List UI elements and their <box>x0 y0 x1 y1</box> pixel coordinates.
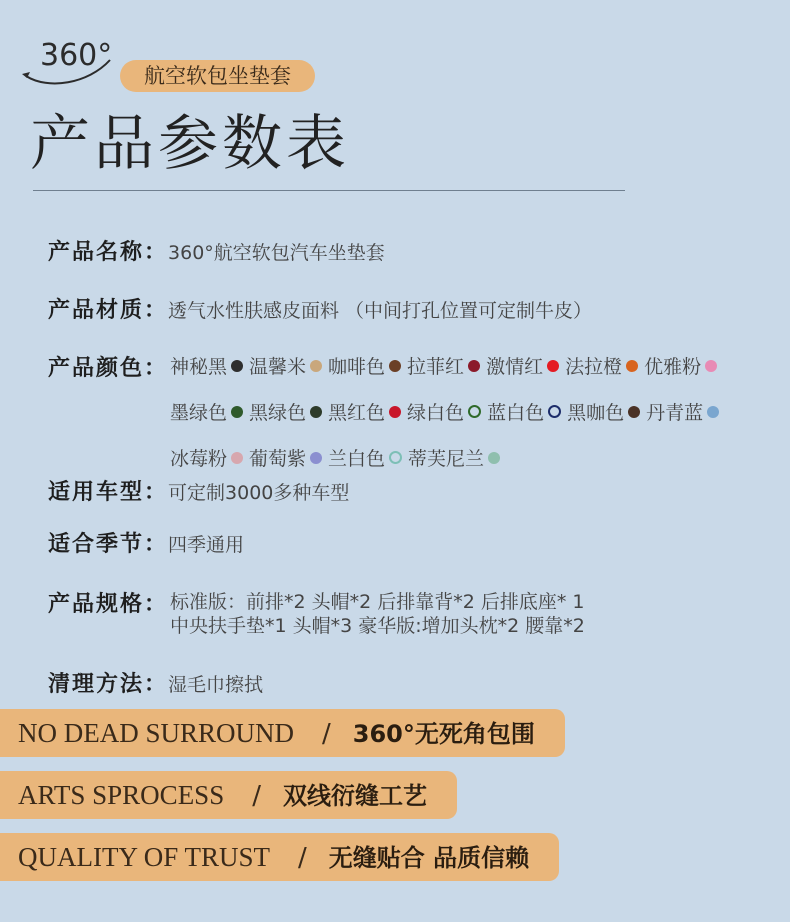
color-line <box>170 352 770 398</box>
color-chip <box>170 444 243 474</box>
color-name: 兰白色 <box>328 448 386 470</box>
color-swatch-dot <box>468 360 480 372</box>
param-label: 产品规格： <box>48 592 169 617</box>
color-chip <box>486 352 559 382</box>
brand-logo <box>18 38 118 88</box>
color-swatch-dot <box>310 360 322 372</box>
color-swatch-dot <box>705 360 717 372</box>
feature-banner <box>0 833 559 881</box>
color-chip <box>328 398 401 428</box>
color-name: 绿白色 <box>407 402 465 424</box>
color-swatch-dot <box>468 405 481 418</box>
color-line <box>170 398 770 444</box>
color-name: 拉菲红 <box>407 356 465 378</box>
spec-line: 标准版：前排*2 头帽*2 后排靠背*2 后排底座* 1 <box>170 591 585 613</box>
spec-value <box>170 590 585 638</box>
banner-en-text: NO DEAD SURROUND <box>18 718 295 748</box>
color-name: 黑绿色 <box>249 402 307 424</box>
color-name: 丹青蓝 <box>646 402 704 424</box>
color-chip <box>170 398 243 428</box>
param-label: 产品名称： <box>48 240 169 265</box>
color-name: 黑红色 <box>328 402 386 424</box>
color-swatch-dot <box>231 406 243 418</box>
color-chip <box>328 444 402 474</box>
color-chip <box>644 352 717 382</box>
color-name: 墨绿色 <box>170 402 228 424</box>
param-row-season <box>48 532 244 558</box>
param-row-clean <box>48 672 263 698</box>
color-chip <box>170 352 243 382</box>
color-chip <box>565 352 638 382</box>
color-swatch-dot <box>310 452 322 464</box>
color-name: 黑咖色 <box>567 402 625 424</box>
title-divider <box>33 190 625 191</box>
param-row-color <box>48 356 168 382</box>
color-chip <box>249 398 322 428</box>
banner-cn-text: 双线衍缝工艺 <box>282 782 427 810</box>
banner-en-text: QUALITY OF TRUST <box>18 842 271 872</box>
color-name: 咖啡色 <box>328 356 386 378</box>
color-swatch-dot <box>707 406 719 418</box>
color-swatch-list <box>170 352 770 490</box>
color-chip <box>249 444 322 474</box>
color-name: 蓝白色 <box>487 402 545 424</box>
feature-banner <box>0 709 565 757</box>
banner-en-text: ARTS SPROCESS <box>18 780 225 810</box>
param-label: 产品颜色： <box>48 356 169 381</box>
color-swatch-dot <box>626 360 638 372</box>
param-value: 360°航空软包汽车坐垫套 <box>168 242 385 264</box>
color-swatch-dot <box>389 406 401 418</box>
banner-separator: / <box>298 843 307 873</box>
color-chip <box>646 398 719 428</box>
param-label: 清理方法： <box>48 672 169 697</box>
color-chip <box>249 352 322 382</box>
param-label: 产品材质： <box>48 298 169 323</box>
color-chip <box>328 352 401 382</box>
color-swatch-dot <box>628 406 640 418</box>
color-swatch-dot <box>310 406 322 418</box>
color-name: 神秘黑 <box>170 356 228 378</box>
color-chip <box>407 352 480 382</box>
color-swatch-dot <box>231 452 243 464</box>
spec-line: 中央扶手垫*1 头帽*3 豪华版:增加头枕*2 腰靠*2 <box>170 615 585 637</box>
page-title: 产品参数表 <box>30 109 350 179</box>
color-name: 冰莓粉 <box>170 448 228 470</box>
banner-cn-text: 无缝贴合 品质信赖 <box>328 844 530 872</box>
banner-separator: / <box>322 719 331 749</box>
param-row-spec <box>48 592 168 618</box>
color-name: 葡萄紫 <box>249 448 307 470</box>
banner-separator: / <box>252 781 261 811</box>
color-name: 法拉橙 <box>565 356 623 378</box>
param-row-name <box>48 240 385 266</box>
color-chip <box>567 398 640 428</box>
color-swatch-dot <box>488 452 500 464</box>
param-value: 可定制3000多种车型 <box>168 482 350 504</box>
color-chip <box>487 398 561 428</box>
feature-banner <box>0 771 457 819</box>
banner-cn-text: 360°无死角包围 <box>352 720 535 748</box>
param-value: 四季通用 <box>168 534 245 556</box>
color-swatch-dot <box>389 451 402 464</box>
color-name: 优雅粉 <box>644 356 702 378</box>
color-chip <box>408 444 500 474</box>
color-name: 蒂芙尼兰 <box>408 448 485 470</box>
param-label: 适用车型： <box>48 480 169 505</box>
color-swatch-dot <box>389 360 401 372</box>
color-swatch-dot <box>548 405 561 418</box>
color-swatch-dot <box>231 360 243 372</box>
param-row-vehicle <box>48 480 349 506</box>
color-swatch-dot <box>547 360 559 372</box>
color-chip <box>407 398 481 428</box>
param-label: 适合季节： <box>48 532 169 557</box>
param-row-material <box>48 298 592 324</box>
color-name: 温馨米 <box>249 356 307 378</box>
product-tag: 航空软包坐垫套 <box>120 60 315 92</box>
color-name: 激情红 <box>486 356 544 378</box>
param-value: 透气水性肤感皮面料 （中间打孔位置可定制牛皮） <box>168 300 593 322</box>
param-value: 湿毛巾擦拭 <box>168 674 264 696</box>
logo-text: 360° <box>40 38 113 73</box>
